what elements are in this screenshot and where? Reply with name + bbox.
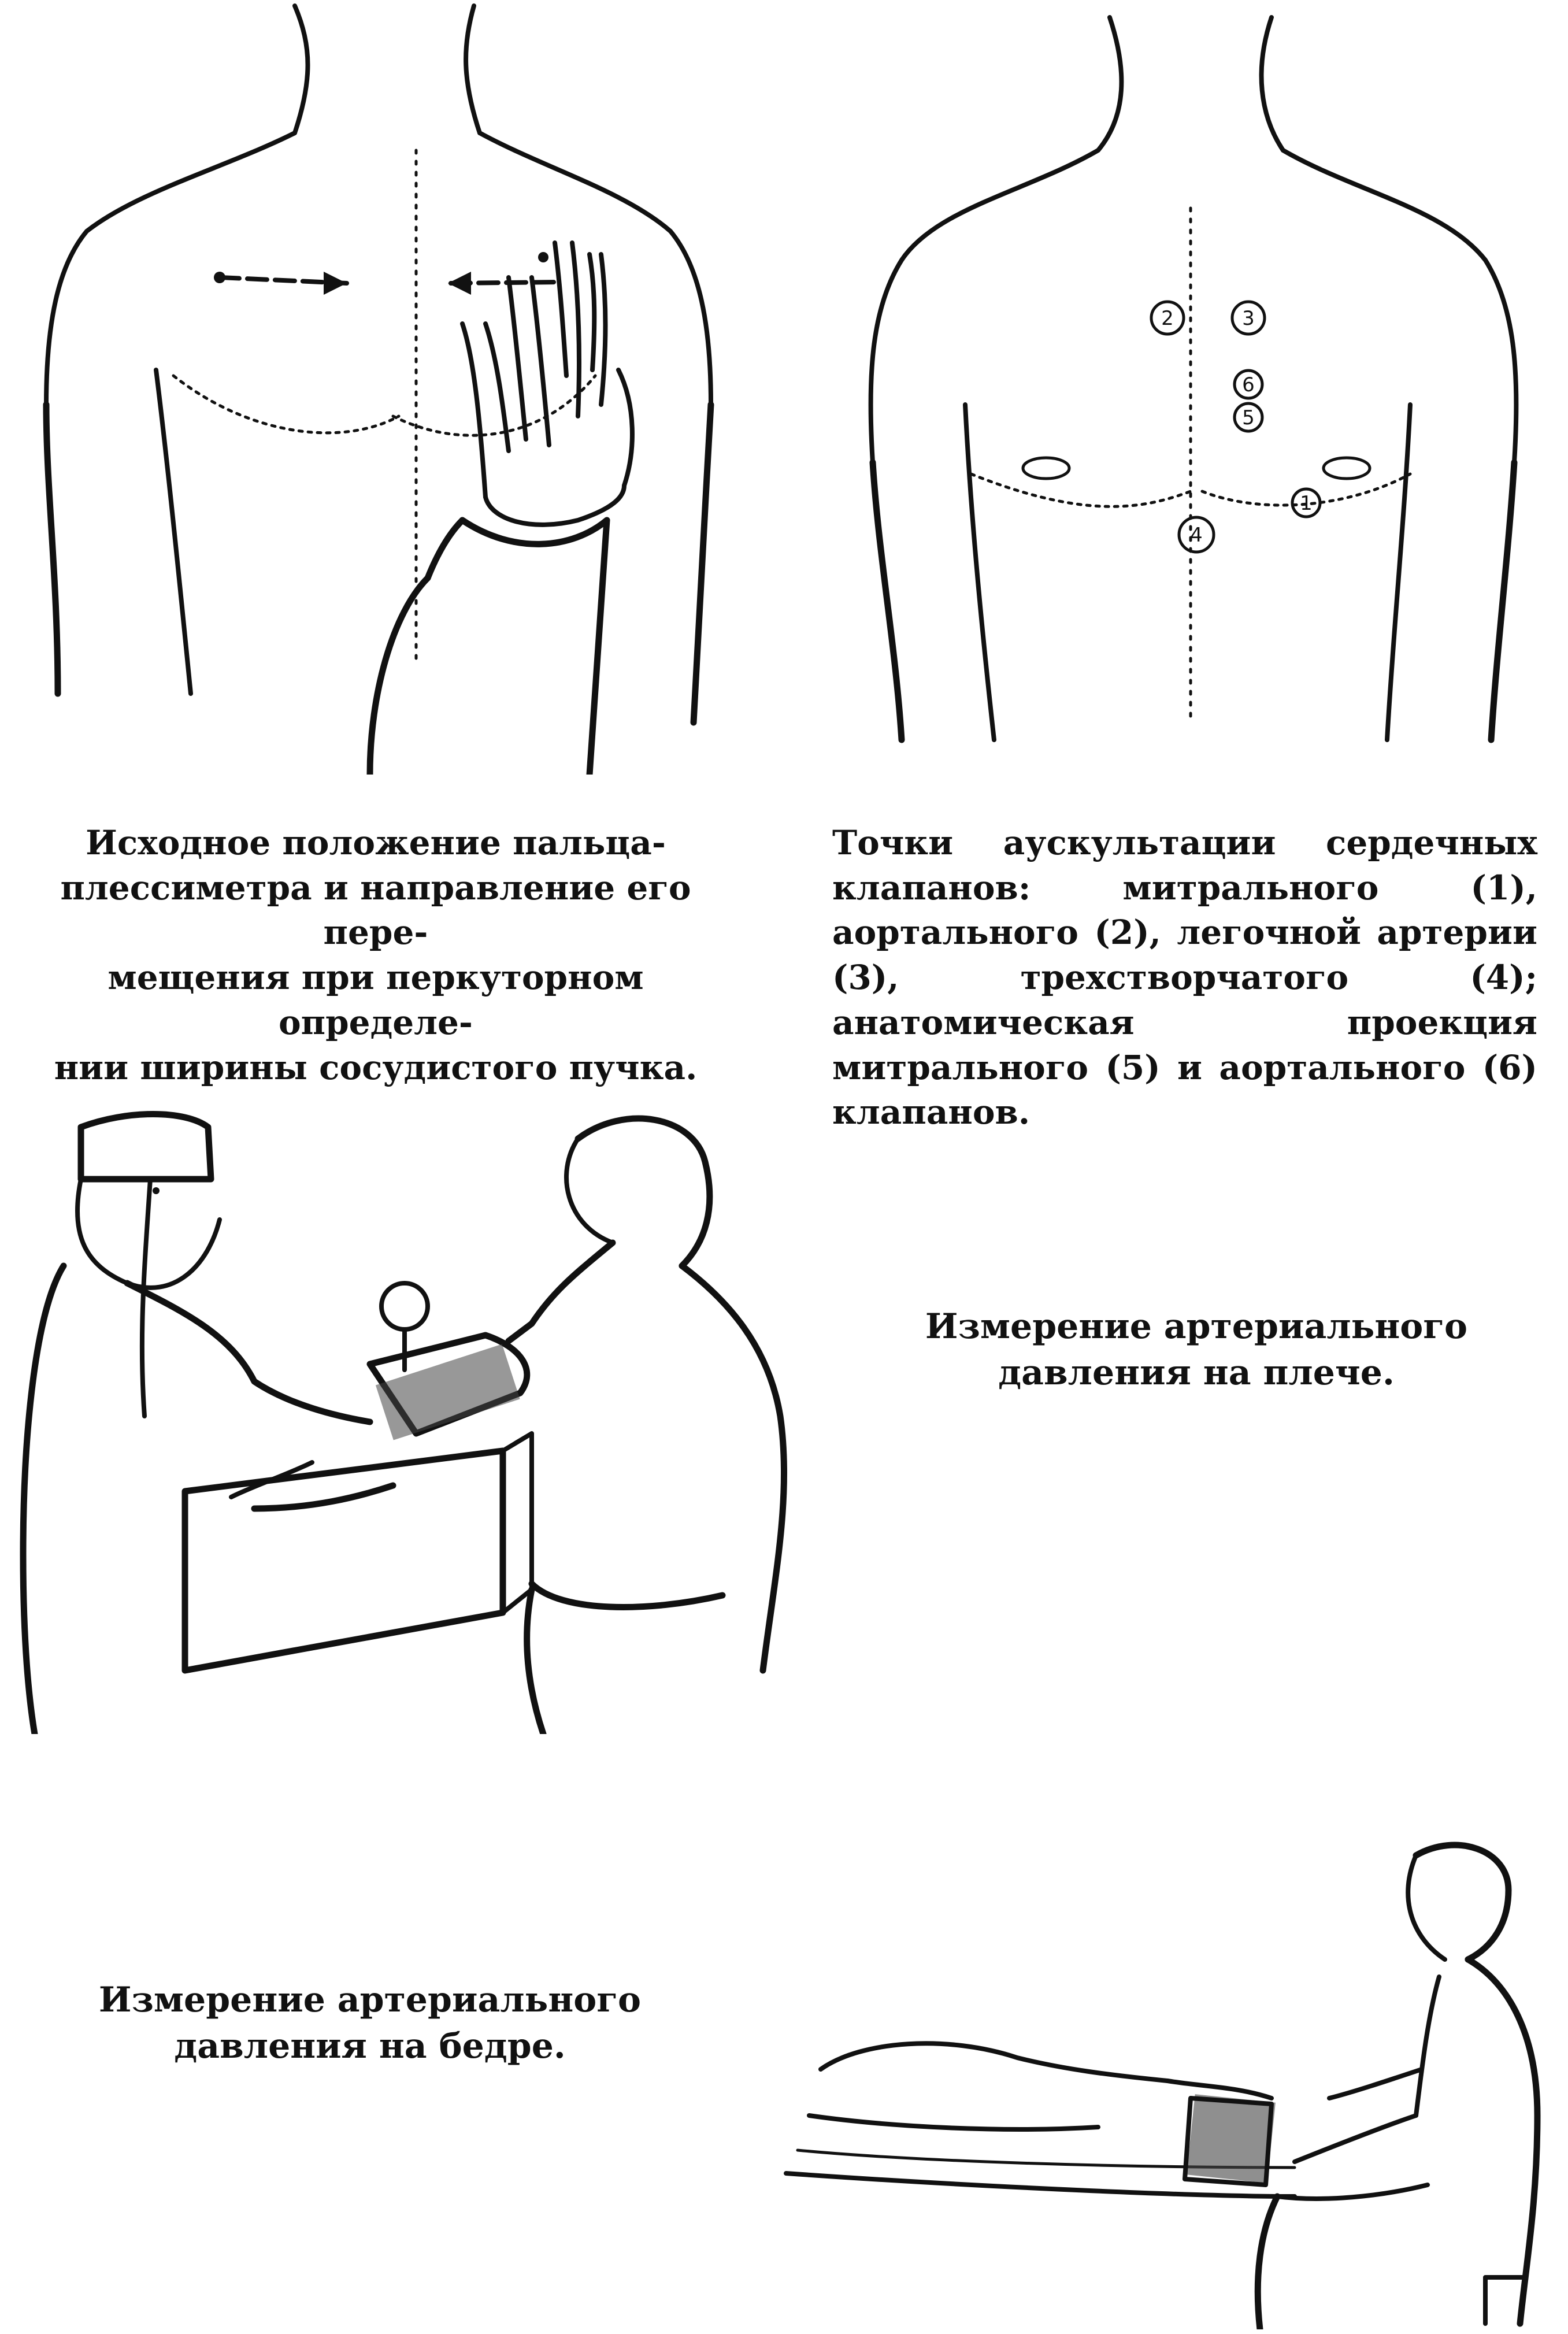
svg-text:5: 5: [1242, 406, 1255, 429]
caption-line: Измерение артериального: [925, 1306, 1468, 1347]
caption-line: Измерение артериального: [98, 1980, 642, 2020]
figure-auscultation-caption: Точки аускультации сердечных клапанов: митрального (1), аортального (2), легочной артерии (3), трехстворчатого (4); анатомическая проекция митрального (5) и аортального (6) клапанов.: [832, 823, 1537, 1132]
svg-text:1: 1: [1300, 492, 1313, 515]
figure-arm-bp-illustration: [12, 1092, 809, 1734]
svg-text:2: 2: [1161, 307, 1174, 330]
auscultation-point-2: [1151, 302, 1184, 334]
auscultation-point-4: [1179, 517, 1214, 552]
caption-line: давления на плече.: [998, 1353, 1395, 1394]
figure-thigh-bp-illustration: [774, 1827, 1568, 2329]
arm-bp-drawing: [12, 1092, 809, 1734]
svg-text:4: 4: [1190, 524, 1203, 547]
figure-auscultation-illustration: [855, 0, 1537, 746]
figure-thigh-bp-caption: [52, 1977, 688, 2070]
chest-hand-drawing: [23, 0, 722, 775]
caption-line: нии ширины сосудистого пучка.: [54, 1047, 698, 1087]
torso-auscultation-drawing: [855, 0, 1537, 746]
auscultation-point-6: [1235, 371, 1262, 398]
auscultation-point-5: [1235, 403, 1262, 431]
thigh-bp-drawing: [774, 1827, 1568, 2329]
svg-text:3: 3: [1242, 307, 1255, 330]
caption-line: Исходное положение пальца-: [86, 823, 666, 862]
figure-percussion-illustration: [23, 0, 722, 775]
auscultation-point-3: [1232, 302, 1265, 334]
figure-arm-bp-caption: [861, 1303, 1532, 1396]
svg-text:6: 6: [1242, 373, 1255, 397]
figure-percussion-caption: [46, 821, 705, 1090]
caption-line: мещения при перкуторном определе-: [108, 958, 644, 1042]
caption-line: давления на бедре.: [174, 2026, 566, 2067]
caption-line: плессиметра и направление его пере-: [60, 868, 691, 953]
